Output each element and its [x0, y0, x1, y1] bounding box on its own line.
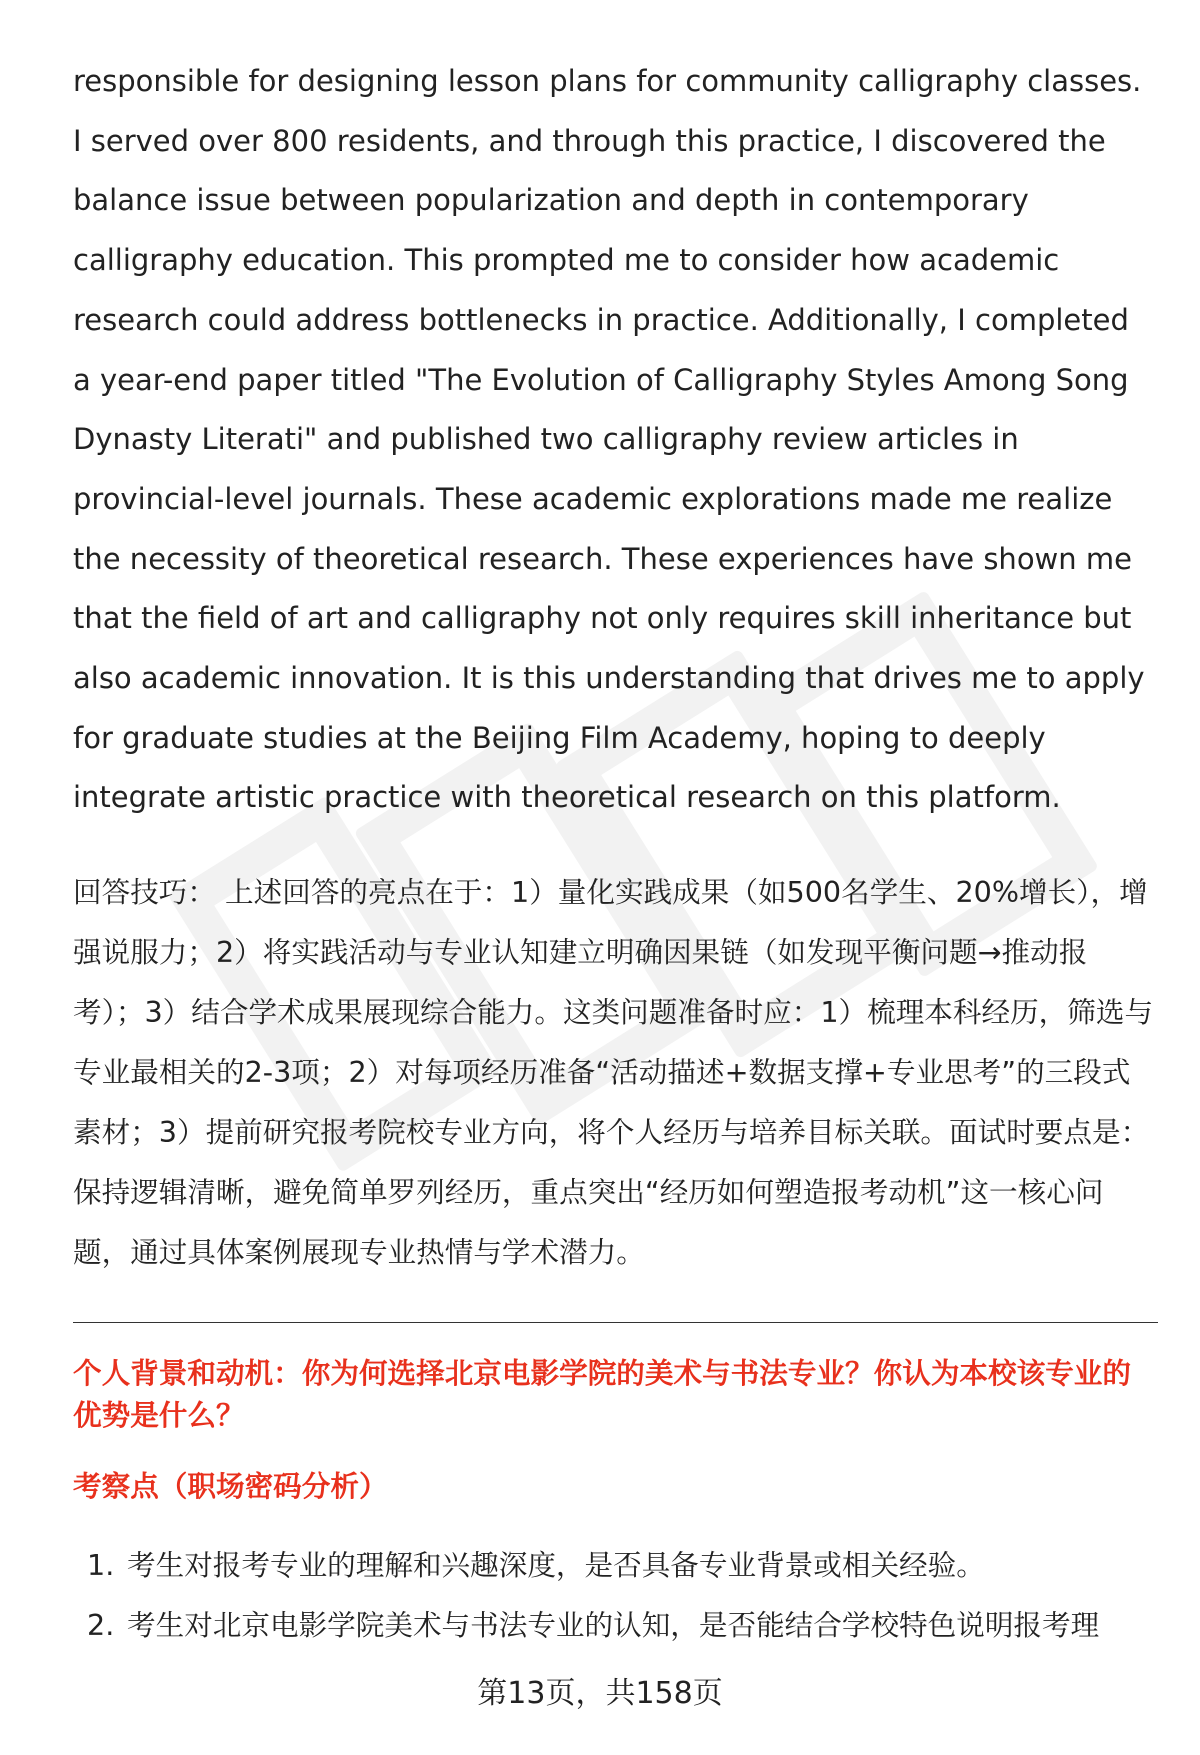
list-item-text: 考生对报考专业的理解和兴趣深度，是否具备专业背景或相关经验。	[127, 1548, 985, 1582]
assessment-heading: 考察点（职场密码分析）	[73, 1469, 388, 1503]
list-item	[73, 1595, 1163, 1655]
answer-tips-paragraph: 回答技巧： 上述回答的亮点在于：1）量化实践成果（如500名学生、20%增长），增强说服力；2）将实践活动与专业认知建立明确因果链（如发现平衡问题→推动报考）；3）结合学术成果展现综合能力。这类问题准备时应：1）梳理本科经历，筛选与专业最相关的2-3项；2）对每项经历准备“活动描述+数据支撑+专业思考”的三段式素材；3）提前研究报考院校专业方向，将个人经历与培养目标关联。面试时要点是：保持逻辑清晰，避免简单罗列经历，重点突出“经历如何塑造报考动机”这一核心问题，通过具体案例展现专业热情与学术潜力。	[73, 875, 1154, 1269]
assessment-list	[73, 1535, 1163, 1655]
list-item	[73, 1535, 1163, 1595]
interview-question: 个人背景和动机：你为何选择北京电影学院的美术与书法专业？你认为本校该专业的优势是什么？	[73, 1356, 1131, 1432]
list-item-number: 2.	[87, 1608, 115, 1642]
body-paragraph: responsible for designing lesson plans for community calligraphy classes. I served over 800 residents, and through this practice, I discovered the balance issue between popularization and depth in contemporary calligraphy education. This prompted me to consider how academic research could address bottlenecks in practice. Additionally, I completed a year-end paper titled "The Evolution of Calligraphy Styles Among Song Dynasty Literati" and published two calligraphy review articles in provincial-level journals. These academic explorations made me realize the necessity of theoretical research. These experiences have shown me that the field of art and calligraphy not only requires skill inheritance but also academic innovation. It is this understanding that drives me to apply for graduate studies at the Beijing Film Academy, hoping to deeply integrate artistic practice with theoretical research on this platform.	[73, 64, 1145, 815]
list-item-text: 考生对北京电影学院美术与书法专业的认知，是否能结合学校特色说明报考理	[127, 1608, 1100, 1642]
page-number-footer: 第13页，共158页	[477, 1676, 723, 1711]
section-divider	[73, 1322, 1158, 1323]
list-item-number: 1.	[87, 1548, 115, 1582]
